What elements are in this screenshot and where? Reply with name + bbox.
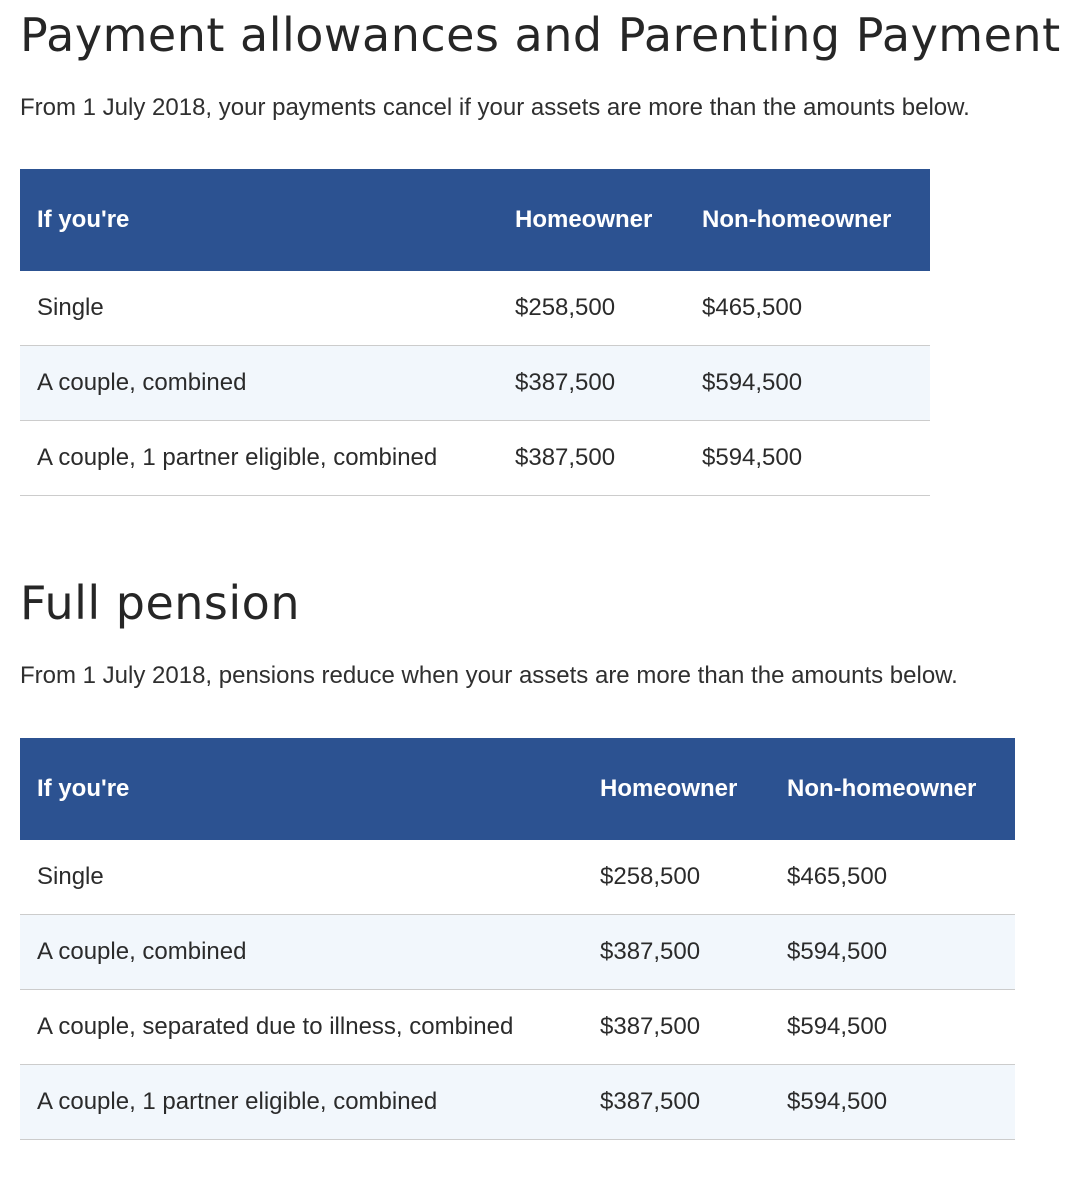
non-homeowner-value: $594,500 <box>770 990 1015 1065</box>
homeowner-value: $258,500 <box>498 271 685 346</box>
table-row <box>20 915 1015 990</box>
table-row <box>20 990 1015 1065</box>
non-homeowner-value: $594,500 <box>770 915 1015 990</box>
full-pension-heading: Full pension <box>20 576 300 630</box>
non-homeowner-value: $594,500 <box>770 1065 1015 1140</box>
column-header-homeowner: Homeowner <box>498 169 685 271</box>
homeowner-value: $387,500 <box>498 346 685 421</box>
row-label: A couple, combined <box>20 346 498 421</box>
table-header-row <box>20 169 930 271</box>
non-homeowner-value: $594,500 <box>685 346 930 421</box>
homeowner-value: $387,500 <box>583 915 770 990</box>
allowances-heading: Payment allowances and Parenting Payment <box>20 8 1061 62</box>
allowances-intro: From 1 July 2018, your payments cancel if your assets are more than the amounts below. <box>20 94 970 121</box>
column-header-non-homeowner: Non-homeowner <box>770 738 1015 840</box>
row-label: A couple, 1 partner eligible, combined <box>20 1065 583 1140</box>
table-row <box>20 271 930 346</box>
column-header-homeowner: Homeowner <box>583 738 770 840</box>
row-label: Single <box>20 271 498 346</box>
table-row <box>20 840 1015 915</box>
non-homeowner-value: $465,500 <box>770 840 1015 915</box>
allowances-assets-table <box>20 169 930 496</box>
row-label: A couple, combined <box>20 915 583 990</box>
homeowner-value: $387,500 <box>498 421 685 496</box>
table-header-row <box>20 738 1015 840</box>
table-row <box>20 421 930 496</box>
full-pension-intro: From 1 July 2018, pensions reduce when your assets are more than the amounts below. <box>20 662 958 689</box>
row-label: A couple, separated due to illness, combined <box>20 990 583 1065</box>
row-label: A couple, 1 partner eligible, combined <box>20 421 498 496</box>
column-header-non-homeowner: Non-homeowner <box>685 169 930 271</box>
column-header-if-youre: If you're <box>20 738 583 840</box>
table-row <box>20 1065 1015 1140</box>
column-header-if-youre: If you're <box>20 169 498 271</box>
non-homeowner-value: $594,500 <box>685 421 930 496</box>
table-row <box>20 346 930 421</box>
homeowner-value: $258,500 <box>583 840 770 915</box>
homeowner-value: $387,500 <box>583 990 770 1065</box>
row-label: Single <box>20 840 583 915</box>
non-homeowner-value: $465,500 <box>685 271 930 346</box>
homeowner-value: $387,500 <box>583 1065 770 1140</box>
full-pension-assets-table <box>20 738 1015 1140</box>
